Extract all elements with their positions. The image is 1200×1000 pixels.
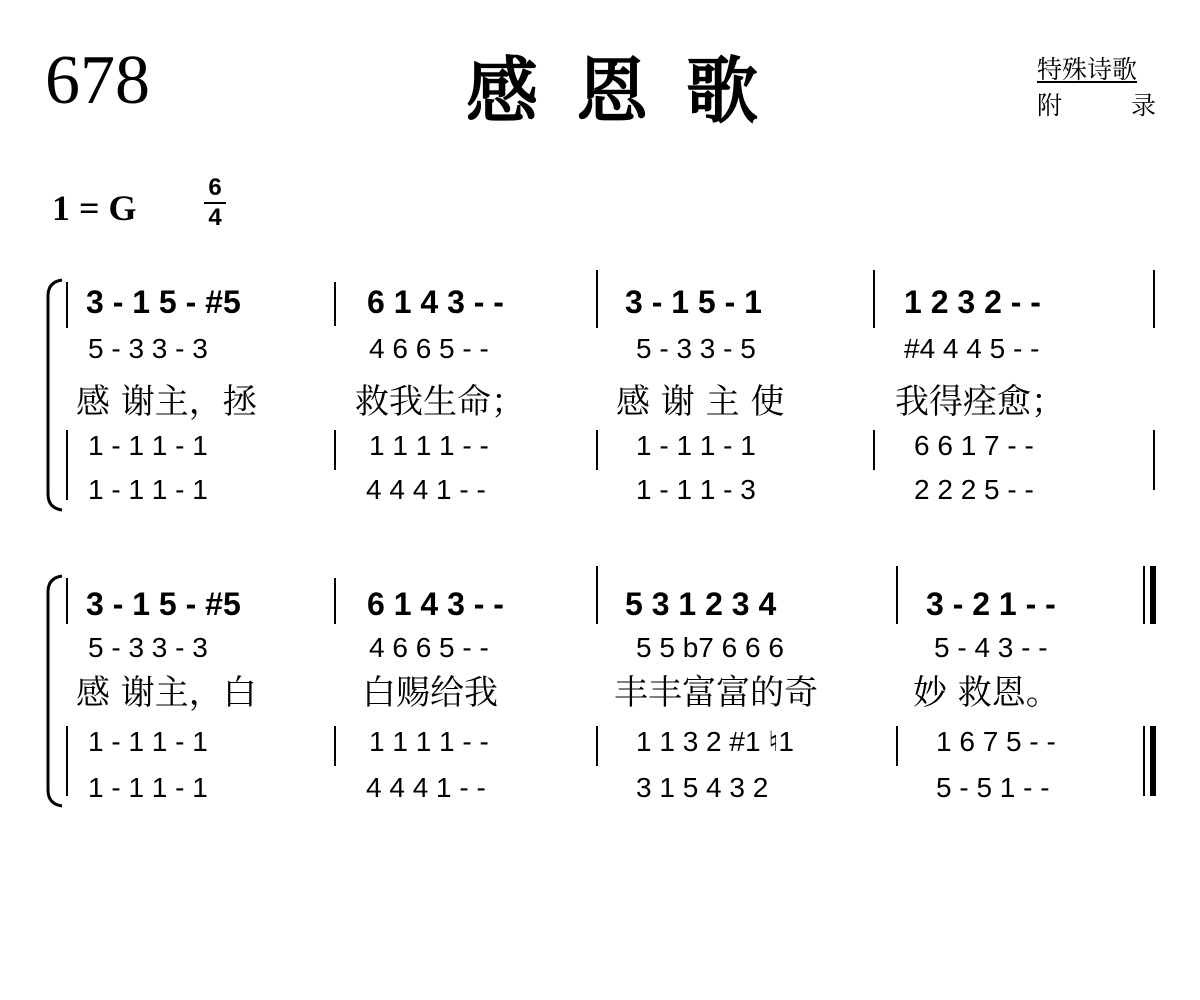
tenor-measure: 1 1 3 2 #1 ♮1 <box>636 726 794 757</box>
lyric-line: 感 谢主，拯 <box>76 382 257 422</box>
soprano-measure: 6 1 4 3 - - <box>367 284 504 320</box>
alto-measure: 5 - 3 3 - 3 <box>88 632 208 663</box>
tenor-measure: 1 - 1 1 - 1 <box>88 726 208 757</box>
alto-measure: 5 - 3 3 - 5 <box>636 333 756 364</box>
final-bar-thick <box>1150 726 1156 796</box>
bar-line <box>1153 430 1155 490</box>
lyric-line: 我得痊愈； <box>895 382 1065 422</box>
final-bar-thin <box>1143 726 1145 796</box>
alto-measure: 5 - 3 3 - 3 <box>88 333 208 364</box>
bar-line <box>334 578 336 624</box>
system-bracket <box>40 278 64 512</box>
category-label: 特殊诗歌 <box>1037 55 1138 84</box>
lyric-line: 感 谢 主 使 <box>616 382 785 422</box>
bass-measure: 1 - 1 1 - 1 <box>88 772 208 803</box>
bar-line <box>66 726 68 796</box>
time-signature-bottom: 4 <box>208 204 222 231</box>
alto-measure: #4 4 4 5 - - <box>904 333 1040 364</box>
bar-line <box>896 566 898 624</box>
lyric-line: 救我生命； <box>355 382 525 422</box>
alto-measure: 5 - 4 3 - - <box>934 632 1048 663</box>
lyric-line: 白赐给我 <box>362 673 498 713</box>
tenor-measure: 1 - 1 1 - 1 <box>88 430 208 461</box>
alto-measure: 4 6 6 5 - - <box>369 333 489 364</box>
alto-measure: 5 5 b7 6 6 6 <box>636 632 784 663</box>
bar-line <box>873 430 875 470</box>
tenor-measure: 6 6 1 7 - - <box>914 430 1034 461</box>
bass-measure: 1 - 1 1 - 3 <box>636 474 756 505</box>
tenor-measure: 1 1 1 1 - - <box>369 726 489 757</box>
bass-measure: 5 - 5 1 - - <box>936 772 1050 803</box>
final-bar-thick <box>1150 566 1156 624</box>
bar-line <box>596 726 598 766</box>
hymn-number: 678 <box>45 42 150 119</box>
lyric-line: 感 谢主，白 <box>76 673 257 713</box>
bar-line <box>1153 270 1155 328</box>
soprano-measure: 3 - 1 5 - #5 <box>86 284 241 320</box>
key-signature: 1 = G <box>52 188 137 228</box>
bass-measure: 2 2 2 5 - - <box>914 474 1034 505</box>
bass-measure: 4 4 4 1 - - <box>366 474 486 505</box>
soprano-measure: 6 1 4 3 - - <box>367 586 504 622</box>
bar-line <box>334 282 336 326</box>
bar-line <box>873 270 875 328</box>
soprano-measure: 3 - 1 5 - #5 <box>86 586 241 622</box>
bar-line <box>66 430 68 500</box>
bar-line <box>596 430 598 470</box>
bar-line <box>596 566 598 624</box>
bar-line <box>896 726 898 766</box>
system-bracket <box>40 574 64 808</box>
alto-measure: 4 6 6 5 - - <box>369 632 489 663</box>
bass-measure: 4 4 4 1 - - <box>366 772 486 803</box>
tenor-measure: 1 1 1 1 - - <box>369 430 489 461</box>
section-label-part2: 录 <box>1131 91 1157 120</box>
soprano-measure: 3 - 1 5 - 1 <box>625 284 762 320</box>
tenor-measure: 1 6 7 5 - - <box>936 726 1056 757</box>
lyric-line: 妙 救恩。 <box>913 673 1060 713</box>
bar-line <box>66 578 68 624</box>
hymn-title: 感恩歌 <box>466 49 797 133</box>
section-label-part1: 附 <box>1037 91 1063 120</box>
bar-line <box>66 282 68 328</box>
bar-line <box>334 430 336 470</box>
soprano-measure: 5 3 1 2 3 4 <box>625 586 777 622</box>
soprano-measure: 1 2 3 2 - - <box>904 284 1041 320</box>
bar-line <box>596 270 598 328</box>
time-signature-top: 6 <box>208 174 222 201</box>
soprano-measure: 3 - 2 1 - - <box>926 586 1056 622</box>
bass-measure: 1 - 1 1 - 1 <box>88 474 208 505</box>
lyric-line: 丰丰富富的奇 <box>614 673 818 713</box>
bar-line <box>334 726 336 766</box>
tenor-measure: 1 - 1 1 - 1 <box>636 430 756 461</box>
final-bar-thin <box>1143 566 1145 624</box>
bass-measure: 3 1 5 4 3 2 <box>636 772 769 803</box>
time-signature <box>204 176 226 230</box>
